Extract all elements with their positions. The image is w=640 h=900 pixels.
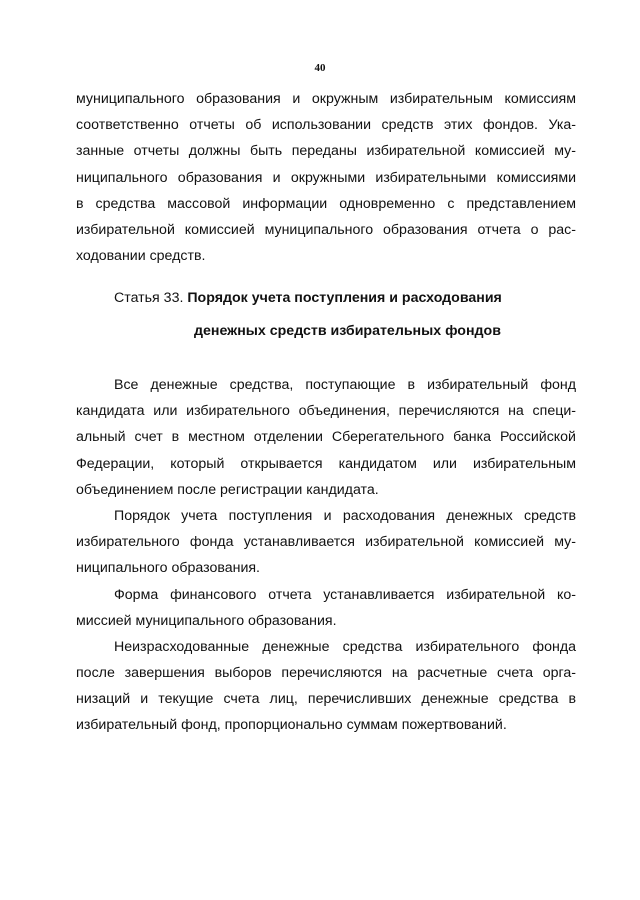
text-line: Все денежные средства, поступающие в избирательный фонд <box>114 377 576 393</box>
text-line: Форма финансового отчета устанавливается избирательной ко- <box>114 586 576 603</box>
text-line: соответственно отчеты об использовании средств этих фондов. Ука- <box>76 117 576 134</box>
text-line: ниципального образования и окружными избирательными комиссиями <box>76 169 576 186</box>
text-line: Порядок учета поступления и расходования денежных средств <box>114 507 576 524</box>
paragraph <box>76 503 576 582</box>
article-label: Статья 33. <box>114 290 184 306</box>
text-line: после завершения выборов перечисляются на расчетные счета орга- <box>76 665 576 682</box>
text-line: в средства массовой информации одновременно с представлением <box>76 195 576 212</box>
text-line: кандидата или избирательного объединения, перечисляются на специ- <box>76 403 576 420</box>
text-line: ходовании средств. <box>76 248 206 265</box>
paragraph <box>76 582 576 634</box>
text-line: Федерации, который открывается кандидатом или избирательным <box>76 455 576 472</box>
text-line: низаций и текущие счета лиц, перечисливших денежные средства в <box>76 691 576 708</box>
text-line: избирательный фонд, пропорционально суммам пожертвований. <box>76 717 507 734</box>
text-line: объединением после регистрации кандидата. <box>76 481 379 498</box>
article-title-line-2: денежных средств избирательных фондов <box>194 323 501 339</box>
text-line: избирательного фонда устанавливается избирательной комиссией му- <box>76 534 576 551</box>
text-line: избирательной комиссией муниципального образования отчета о рас- <box>76 221 576 238</box>
text-line: Неизрасходованные денежные средства избирательного фонда <box>114 638 576 655</box>
paragraph <box>76 372 576 503</box>
page-number: 40 <box>314 62 326 74</box>
article-heading <box>114 290 502 306</box>
text-line: муниципального образования и окружным избирательным комиссиям <box>76 91 576 107</box>
paragraph <box>76 634 576 739</box>
article-body <box>76 372 576 739</box>
intro-paragraph <box>76 86 576 269</box>
text-line: альный счет в местном отделении Сберегательного банка Российской <box>76 429 576 446</box>
text-line: миссией муниципального образования. <box>76 612 337 629</box>
article-title-line-1: Порядок учета поступления и расходования <box>187 290 502 306</box>
text-line: ниципального образования. <box>76 560 261 577</box>
text-line: занные отчеты должны быть переданы избирательной комиссией му- <box>76 143 576 160</box>
